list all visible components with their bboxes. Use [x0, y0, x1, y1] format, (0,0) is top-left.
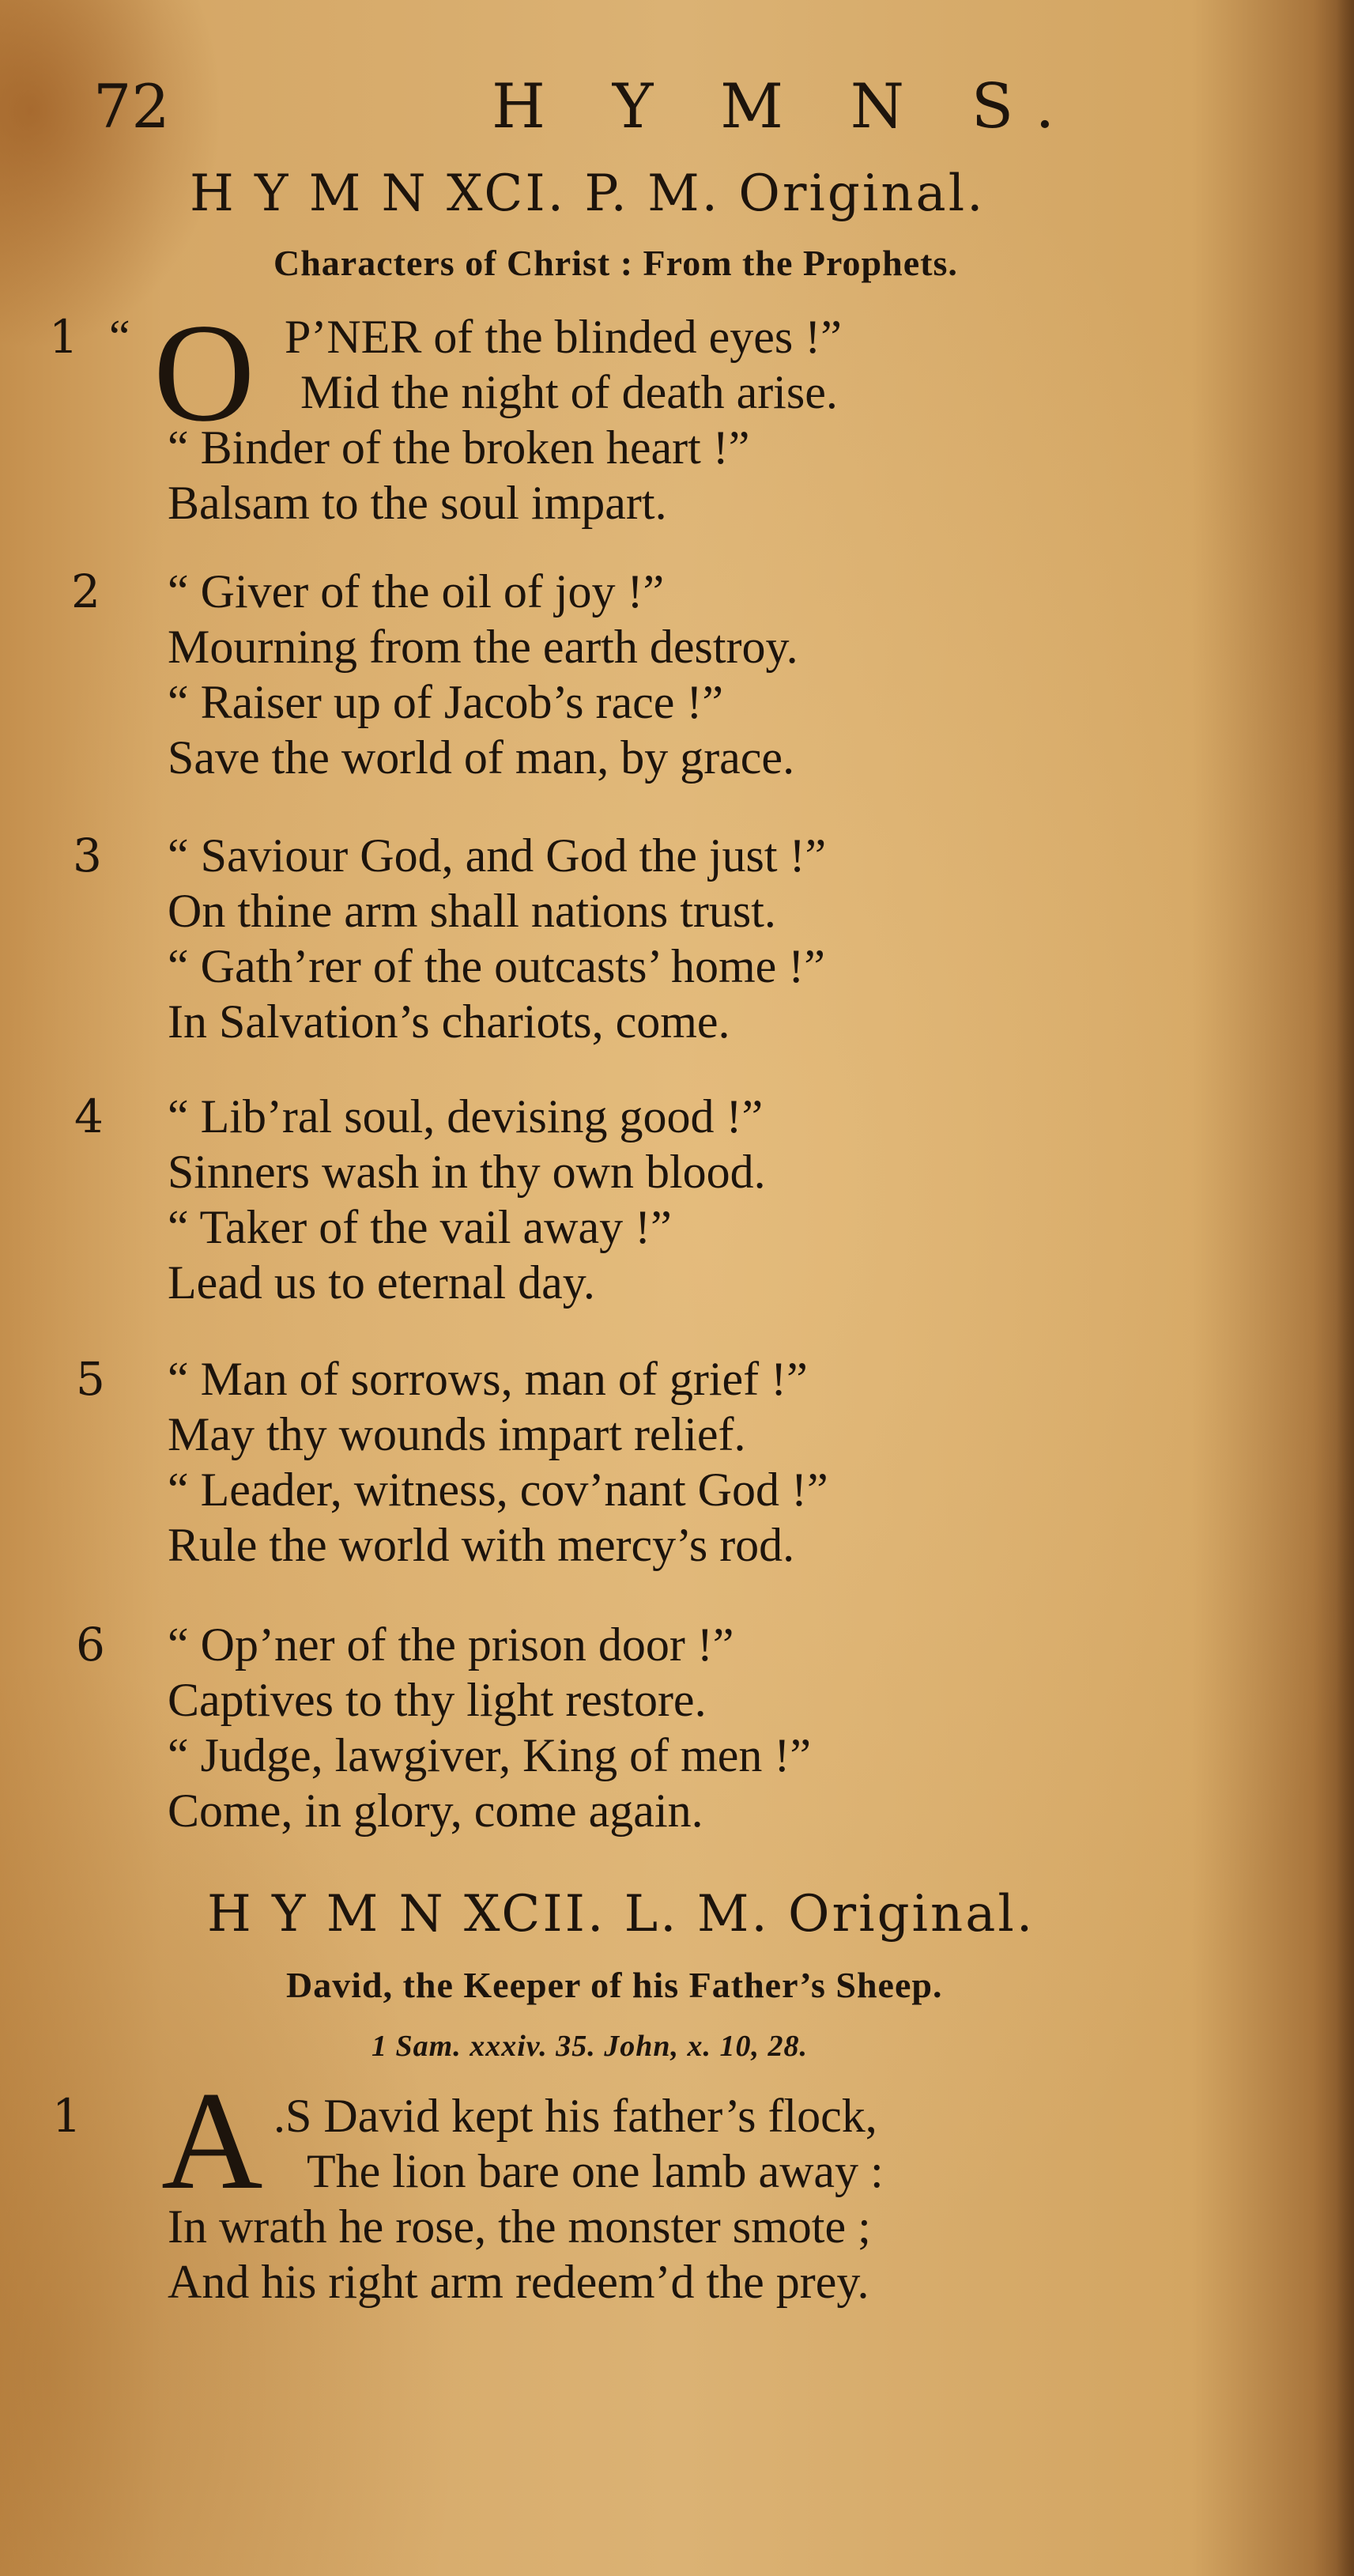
- scripture-reference: 1 Sam. xxxiv. 35. John, x. 10, 28.: [372, 2030, 808, 2063]
- verse-line: And his right arm redeem’d the prey.: [168, 2256, 869, 2308]
- verse-line: Come, in glory, come again.: [168, 1785, 703, 1837]
- page-number: 72: [93, 71, 170, 142]
- verse-line: Balsam to the soul impart.: [168, 477, 667, 529]
- verse-number: 2: [71, 565, 100, 618]
- verse-line: “ Lib’ral soul, devising good !”: [168, 1090, 764, 1143]
- verse-line: Lead us to eternal day.: [168, 1256, 595, 1309]
- verse-number: 5: [76, 1352, 105, 1406]
- verse-line: Sinners wash in thy own blood.: [168, 1146, 766, 1198]
- verse-line: The lion bare one lamb away :: [307, 2145, 884, 2197]
- drop-cap: O: [153, 294, 255, 451]
- verse-number: 1: [52, 2089, 81, 2143]
- hymn-91-subtitle: Characters of Christ : From the Prophets.: [273, 243, 958, 283]
- verse-line: “ Giver of the oil of joy !”: [168, 565, 665, 618]
- verse-line: “ Gath’rer of the outcasts’ home !”: [168, 940, 825, 992]
- verse-line: In Salvation’s chariots, come.: [168, 995, 730, 1048]
- verse-line: Save the world of man, by grace.: [168, 731, 795, 784]
- verse-line: “ Judge, lawgiver, King of men !”: [168, 1729, 812, 1781]
- verse-line: “ Leader, witness, cov’nant God !”: [168, 1464, 828, 1516]
- verse-line: Rule the world with mercy’s rod.: [168, 1519, 795, 1571]
- hymn-92-title: H Y M N XCII. L. M. Original.: [207, 1885, 1035, 1943]
- verse-line: Mourning from the earth destroy.: [168, 621, 798, 673]
- verse-line: In wrath he rose, the monster smote ;: [168, 2200, 871, 2253]
- verse-line: Mid the night of death arise.: [300, 366, 838, 418]
- verse-line: Captives to thy light restore.: [168, 1674, 707, 1726]
- verse-number: 4: [74, 1090, 104, 1143]
- page-edge: [1337, 0, 1354, 2576]
- verse-line: “ Saviour God, and God the just !”: [168, 829, 827, 882]
- verse-line: .S David kept his father’s flock,: [273, 2090, 877, 2142]
- verse-line: May thy wounds impart relief.: [168, 1408, 746, 1460]
- verse-line: P’NER of the blinded eyes !”: [285, 311, 842, 363]
- hymn-92-subtitle: David, the Keeper of his Father’s Sheep.: [286, 1965, 943, 2005]
- verse-number: 3: [73, 829, 102, 882]
- verse-open-quote: “: [109, 311, 130, 363]
- verse-number: 6: [76, 1618, 105, 1671]
- verse-line: “ Binder of the broken heart !”: [168, 421, 750, 474]
- running-title: H Y M N S.: [492, 71, 1079, 142]
- verse-line: “ Man of sorrows, man of grief !”: [168, 1353, 808, 1405]
- verse-line: “ Taker of the vail away !”: [168, 1201, 672, 1253]
- verse-line: “ Op’ner of the prison door !”: [168, 1618, 734, 1671]
- verse-line: “ Raiser up of Jacob’s race !”: [168, 676, 724, 728]
- verse-number: 1: [49, 310, 78, 364]
- hymn-91-title: H Y M N XCI. P. M. Original.: [190, 164, 986, 223]
- drop-cap: A: [161, 2062, 263, 2219]
- verse-line: On thine arm shall nations trust.: [168, 885, 776, 937]
